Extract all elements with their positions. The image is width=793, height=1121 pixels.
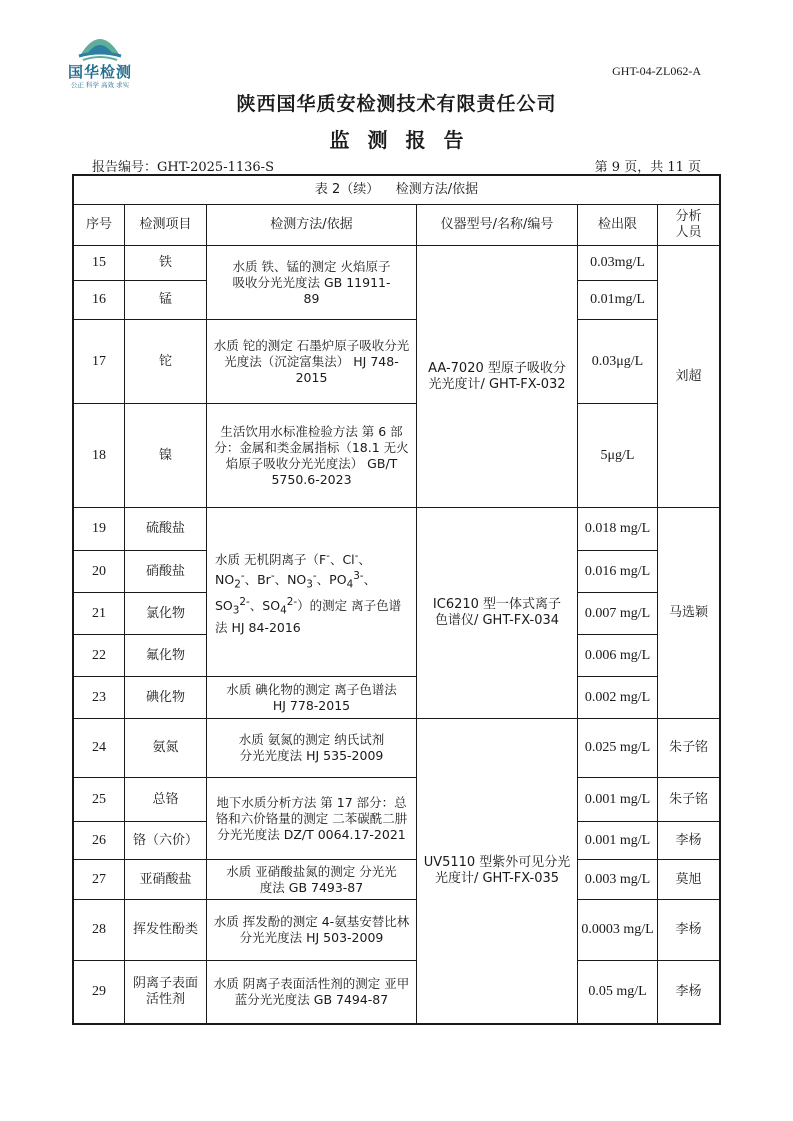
- table-row: [74, 961, 720, 1024]
- table-row: [74, 900, 720, 961]
- row-item: 锰: [125, 281, 207, 320]
- method-phenol: 水质 挥发酚的测定 4-氨基安替比林分光光度法 HJ 503-2009: [207, 900, 417, 961]
- row-limit: 0.03μg/L: [578, 320, 658, 404]
- row-item: 硝酸盐: [125, 551, 207, 593]
- instrument-ic: IC6210 型一体式离子色谱仪/ GHT-FX-034: [417, 508, 578, 719]
- row-limit: 0.003 mg/L: [578, 860, 658, 900]
- instrument-uv: UV5110 型紫外可见分光光度计/ GHT-FX-035: [417, 719, 578, 1024]
- row-no: 17: [74, 320, 125, 404]
- table-row: [74, 508, 720, 551]
- header-no: 序号: [74, 205, 125, 246]
- analyst-liyang-29: 李杨: [658, 961, 720, 1024]
- table-row: [74, 860, 720, 900]
- row-limit: 0.007 mg/L: [578, 593, 658, 635]
- analyst-zhuziming-25: 朱子铭: [658, 778, 720, 822]
- analyst-zhuziming-24: 朱子铭: [658, 719, 720, 778]
- table-row: [74, 778, 720, 822]
- method-iodide: 水质 碘化物的测定 离子色谱法 HJ 778-2015: [207, 677, 417, 719]
- instrument-aa: AA-7020 型原子吸收分光光度计/ GHT-FX-032: [417, 246, 578, 508]
- method-ni: 生活饮用水标准检验方法 第 6 部分：金属和类金属指标（18.1 无火焰原子吸收分光光度法） GB/T 5750.6-2023: [207, 404, 417, 508]
- row-item: 铊: [125, 320, 207, 404]
- document-code: GHT-04-ZL062-A: [612, 64, 701, 78]
- report-number: 报告编号：GHT-2025-1136-S: [92, 160, 274, 175]
- row-no: 24: [74, 719, 125, 778]
- header-analyst: 分析人员: [658, 205, 720, 246]
- method-anions: 水质 无机阴离子（F-、Cl-、$NO_2^-$、Br-、$NO_3^-$、$PO_4^{3-}$、$SO_3^{2-}$、$SO_4^{2-}$）的测定 离子色谱法 HJ 84-2016: [207, 508, 417, 677]
- row-no: 19: [74, 508, 125, 551]
- row-limit: 0.05 mg/L: [578, 961, 658, 1024]
- analyst-liyang-28: 李杨: [658, 900, 720, 961]
- row-item: 铁: [125, 246, 207, 281]
- company-name: 陕西国华质安检测技术有限责任公司: [236, 93, 557, 115]
- method-cr: 地下水质分析方法 第 17 部分：总铬和六价铬量的测定 二苯碳酰二肼分光光度法 DZ/T 0064.17-2021: [207, 778, 417, 860]
- row-item: 镍: [125, 404, 207, 508]
- method-anions-suffix: ）的测定 离子色谱法 HJ 84-2016: [215, 597, 402, 636]
- row-no: 23: [74, 677, 125, 719]
- header-method: 检测方法/依据: [207, 205, 417, 246]
- row-item: 亚硝酸盐: [125, 860, 207, 900]
- analyst-liuchao: 刘超: [658, 246, 720, 508]
- logo-name: 国华检测: [67, 63, 132, 81]
- analyst-moxu: 莫旭: [658, 860, 720, 900]
- row-limit: 0.03mg/L: [578, 246, 658, 281]
- row-item: 铬（六价）: [125, 822, 207, 860]
- table-header-row: [74, 205, 720, 246]
- row-item: 氟化物: [125, 635, 207, 677]
- row-no: 28: [74, 900, 125, 961]
- table-row: [74, 719, 720, 778]
- row-item: 挥发性酚类: [125, 900, 207, 961]
- header-limit: 检出限: [578, 205, 658, 246]
- row-no: 25: [74, 778, 125, 822]
- method-nitrite: 水质 亚硝酸盐氮的测定 分光光度法 GB 7493-87: [207, 860, 417, 900]
- analyst-maxuanying: 马选颖: [658, 508, 720, 719]
- row-item: 硫酸盐: [125, 508, 207, 551]
- table-row: [74, 404, 720, 508]
- report-title: 监测报告: [329, 128, 482, 152]
- row-no: 20: [74, 551, 125, 593]
- row-no: 26: [74, 822, 125, 860]
- row-limit: 0.018 mg/L: [578, 508, 658, 551]
- table-row: [74, 246, 720, 281]
- analyst-liyang-26: 李杨: [658, 822, 720, 860]
- row-limit: 0.001 mg/L: [578, 822, 658, 860]
- report-meta: [92, 156, 701, 175]
- logo-mountain-icon: [77, 26, 123, 62]
- header-item: 检测项目: [125, 205, 207, 246]
- row-item: 氨氮: [125, 719, 207, 778]
- row-item: 总铬: [125, 778, 207, 822]
- row-no: 21: [74, 593, 125, 635]
- page-info: 第 9 页，共 11 页: [594, 160, 701, 175]
- method-tl: 水质 铊的测定 石墨炉原子吸收分光光度法（沉淀富集法） HJ 748-2015: [207, 320, 417, 404]
- row-limit: 0.016 mg/L: [578, 551, 658, 593]
- header-instrument: 仪器型号/名称/编号: [417, 205, 578, 246]
- method-anions-prefix: 水质 无机阴离子（F: [215, 551, 327, 567]
- table-caption: 表 2（续） 检测方法/依据: [74, 176, 720, 205]
- table-row: [74, 677, 720, 719]
- row-no: 27: [74, 860, 125, 900]
- row-limit: 0.001 mg/L: [578, 778, 658, 822]
- row-no: 29: [74, 961, 125, 1024]
- method-nh3n: 水质 氨氮的测定 纳氏试剂分光光度法 HJ 535-2009: [207, 719, 417, 778]
- row-no: 16: [74, 281, 125, 320]
- row-no: 18: [74, 404, 125, 508]
- row-limit: 5μg/L: [578, 404, 658, 508]
- row-item: 氯化物: [125, 593, 207, 635]
- row-no: 22: [74, 635, 125, 677]
- table-row: [74, 320, 720, 404]
- logo-slogan: 公正 科学 高效 求实: [70, 81, 130, 89]
- row-limit: 0.01mg/L: [578, 281, 658, 320]
- method-fe-mn: 水质 铁、锰的测定 火焰原子吸收分光光度法 GB 11911-89: [207, 246, 417, 320]
- row-limit: 0.025 mg/L: [578, 719, 658, 778]
- row-no: 15: [74, 246, 125, 281]
- method-las: 水质 阴离子表面活性剂的测定 亚甲蓝分光光度法 GB 7494-87: [207, 961, 417, 1024]
- methods-table: [73, 175, 720, 1024]
- row-item: 碘化物: [125, 677, 207, 719]
- row-limit: 0.006 mg/L: [578, 635, 658, 677]
- row-item: 阴离子表面活性剂: [125, 961, 207, 1024]
- row-limit: 0.002 mg/L: [578, 677, 658, 719]
- row-limit: 0.0003 mg/L: [578, 900, 658, 961]
